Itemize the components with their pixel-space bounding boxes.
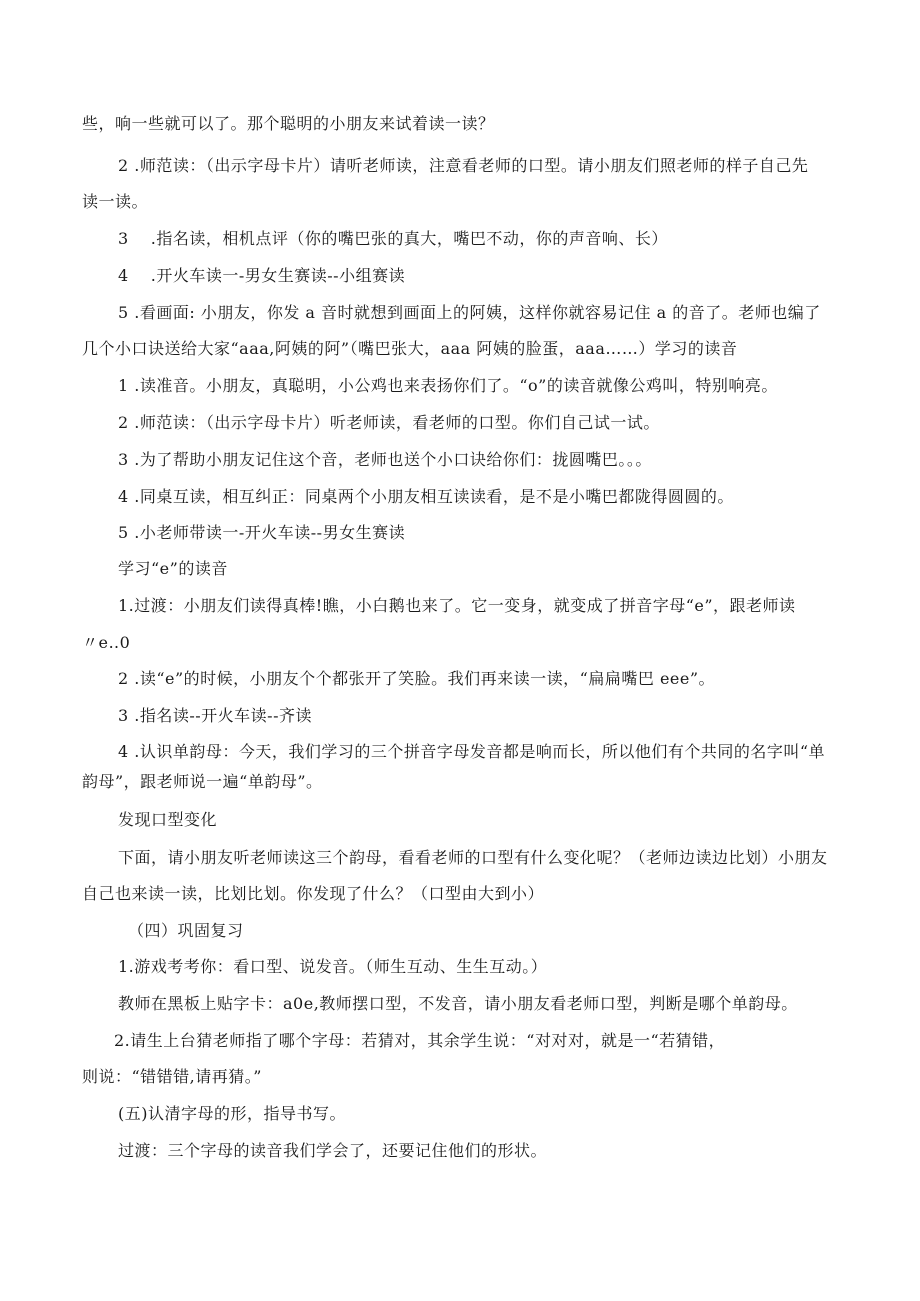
text-line: 4 .认识单韵母：今天，我们学习的三个拼音字母发音都是响而长，所以他们有个共同的名字叫“单 bbox=[118, 742, 826, 761]
text-line: 自己也来读一读，比划比划。你发现了什么？（口型由大到小） bbox=[82, 884, 545, 903]
section-heading: (五)认清字母的形，指导书写。 bbox=[118, 1104, 346, 1123]
text-line: 1.游戏考考你：看口型、说发音。（师生互动、生生互动。） bbox=[118, 957, 548, 976]
text-line: 4 .开火车读一-男女生赛读--小组赛读 bbox=[118, 266, 406, 285]
text-line: 过渡：三个字母的读音我们学会了，还要记住他们的形状。 bbox=[118, 1141, 548, 1160]
text-line: 1.过渡：小朋友们读得真棒!瞧，小白鹅也来了。它一变身，就变成了拼音字母“e”，跟老师读 bbox=[118, 596, 796, 615]
text-line: 5 .小老师带读一-开火车读--男女生赛读 bbox=[118, 523, 406, 542]
section-heading: 发现口型变化 bbox=[118, 810, 218, 829]
text-line: 读一读。 bbox=[82, 192, 149, 211]
text-line: 4 .同桌互读，相互纠正：同桌两个小朋友相互读读看，是不是小嘴巴都陇得圆圆的。 bbox=[118, 487, 734, 506]
text-line: 则说：“错错错,请再猜。” bbox=[82, 1067, 262, 1086]
text-line: 3 .指名读--开火车读--齐读 bbox=[118, 706, 312, 725]
text-line: 几个小口诀送给大家“aaa,阿姨的阿”（嘴巴张大，aaa 阿姨的脸蛋，aaa……）学习的读音 bbox=[82, 339, 738, 358]
text-line: 2 .师范读：（出示字母卡片）请听老师读，注意看老师的口型。请小朋友们照老师的样子自己先 bbox=[118, 156, 809, 175]
text-line: 教师在黑板上贴字卡：a0e,教师摆口型，不发音，请小朋友看老师口型，判断是哪个单韵母。 bbox=[118, 994, 798, 1013]
text-line: 下面，请小朋友听老师读这三个韵母，看看老师的口型有什么变化呢？（老师边读边比划）小朋友 bbox=[118, 848, 828, 867]
text-line: 些，响一些就可以了。那个聪明的小朋友来试着读一读？ bbox=[82, 114, 495, 133]
text-line: 2 .师范读：（出示字母卡片）听老师读，看老师的口型。你们自己试一试。 bbox=[118, 413, 660, 432]
text-line: 2.请生上台猜老师指了哪个字母：若猜对，其余学生说：“对对对，就是一“若猜错， bbox=[114, 1031, 726, 1050]
text-line: 3 .为了帮助小朋友记住这个音，老师也送个小口诀给你们：拢圆嘴巴。。。 bbox=[118, 450, 652, 469]
section-heading: 学习“e”的读音 bbox=[118, 559, 228, 578]
text-line: 韵母”，跟老师说一遍“单韵母”。 bbox=[82, 772, 323, 791]
section-heading: （四）巩固复习 bbox=[128, 921, 244, 940]
text-line: 5 .看画面: 小朋友，你发 a 音时就想到画面上的阿姨，这样你就容易记住 a 的音了。老师也编了 bbox=[118, 303, 821, 322]
text-line: 2 .读“e”的时候，小朋友个个都张开了笑脸。我们再来读一读，“扁扁嘴巴 eee”。 bbox=[118, 669, 716, 688]
text-line: 〃e‥0 bbox=[82, 633, 131, 652]
text-line: 1 .读准音。小朋友，真聪明，小公鸡也来表扬你们了。“o”的读音就像公鸡叫，特别响亮。 bbox=[118, 376, 778, 395]
text-line: 3 .指名读，相机点评（你的嘴巴张的真大，嘴巴不动，你的声音响、长） bbox=[118, 229, 668, 248]
